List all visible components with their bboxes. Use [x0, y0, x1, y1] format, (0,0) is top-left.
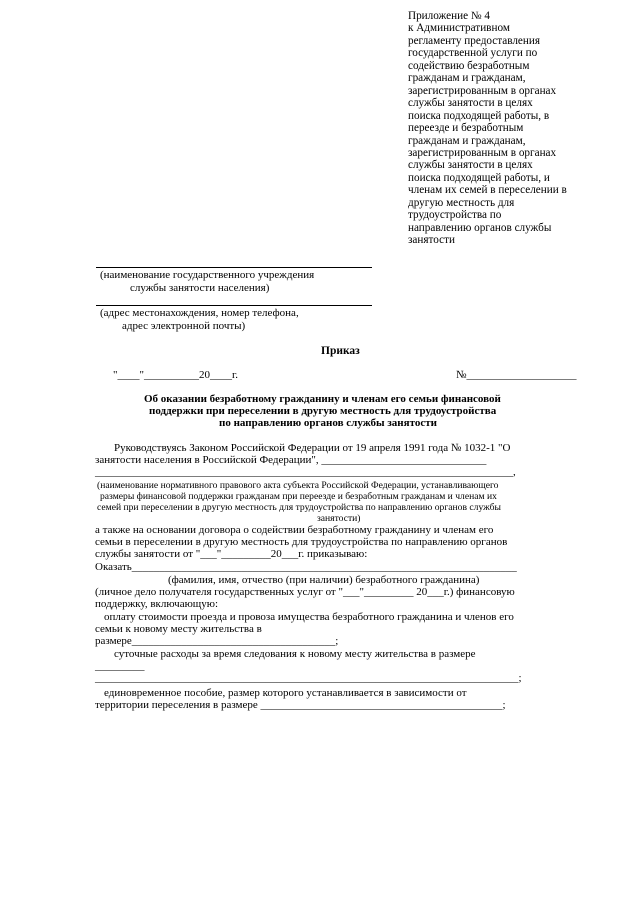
annex-line: государственной услуги по [408, 47, 538, 60]
annex-line: Приложение № 4 [408, 10, 490, 22]
body-text-line: суточные расходы за время следования к новому месту жительства в размере [114, 648, 476, 660]
institution-name-line [96, 267, 372, 268]
annex-line: гражданам и гражданам, [408, 134, 526, 147]
annex-line: содействию безработным [408, 59, 530, 72]
institution-caption: службы занятости населения) [130, 282, 270, 294]
order-subject-line: по направлению органов службы занятости [219, 417, 437, 429]
annex-line: регламенту предоставления [408, 34, 541, 47]
fio-caption: (фамилия, имя, отчество (при наличии) безработного гражданина) [168, 574, 480, 586]
annex-line: направлению органов службы [408, 221, 552, 234]
annex-line: к Административном [408, 22, 510, 35]
annex-line: переезде и безработным [408, 122, 524, 135]
institution-caption: (наименование государственного учреждения [100, 269, 315, 281]
annex-line: трудоустройства по [408, 209, 502, 222]
body-text-line: службы занятости от "___"_________20___г. приказываю: [95, 548, 368, 560]
legal-act-caption: занятости) [317, 513, 361, 524]
annex-line: гражданам и гражданам, [408, 72, 526, 85]
order-subject-line: Об оказании безработному гражданину и членам его семьи финансовой [144, 393, 501, 405]
annex-block [408, 10, 608, 247]
body-text-line: а также на основании договора о содействии безработному гражданину и членам его [95, 524, 494, 536]
address-caption: адрес электронной почты) [122, 320, 246, 332]
body-text-line: Руководствуясь Законом Российской Федерации от 19 апреля 1991 года № 1032-1 "О [114, 442, 511, 454]
order-subject-line: поддержки при переселении в другую местность для трудоустройства [149, 405, 497, 417]
body-text-line: ____________________________________________________________________________, [95, 466, 516, 478]
body-text-line: территории переселения в размере ____________________________________________; [95, 699, 506, 711]
page-title: Приказ [321, 345, 360, 357]
body-text-line: единовременное пособие, размер которого устанавливается в зависимости от [104, 687, 467, 699]
body-text-line: занятости населения в Российской Федерации", ______________________________ [95, 454, 487, 466]
body-text-line: поддержку, включающую: [95, 598, 219, 610]
annex-line: поиска подходящей работы, в [408, 109, 550, 122]
body-text-line: (личное дело получателя государственных услуг от "___"_________ 20___г.) финансовую [95, 586, 515, 598]
address-line [96, 305, 372, 306]
address-caption: (адрес местонахождения, номер телефона, [100, 307, 299, 319]
annex-line: службы занятости в целях [408, 159, 533, 172]
annex-line: членам их семей в переселении в [408, 184, 567, 197]
annex-line: службы занятости в целях [408, 97, 533, 110]
legal-act-caption: размеры финансовой поддержки гражданам при переезде и безработным гражданам и членам их [100, 491, 497, 502]
body-text-line: семьи к новому месту жительства в [95, 623, 262, 635]
body-text-line: _________ [95, 660, 145, 672]
body-text-line: размере_____________________________________; [95, 635, 339, 647]
annex-line: поиска подходящей работы, и [408, 171, 550, 184]
annex-line: занятости [408, 234, 455, 247]
annex-line: другую местность для [408, 196, 515, 209]
legal-act-caption: (наименование нормативного правового акта субъекта Российской Федерации, устанавливающего [97, 480, 499, 491]
body-text-line: семьи в переселении в другую местность для трудоустройства по направлению органов [95, 536, 508, 548]
order-date-field: "____"__________20____г. [113, 369, 239, 381]
order-number-field: №____________________ [456, 369, 577, 381]
annex-line: зарегистрированным в органах [408, 84, 557, 97]
legal-act-caption: семей при переселении в другую местность для трудоустройства по направлению органов службы [97, 502, 501, 513]
body-text-line: Оказать______________________________________________________________________ [95, 561, 517, 573]
body-text-line: _____________________________________________________________________________; [95, 672, 522, 684]
body-text-line: оплату стоимости проезда и провоза имущества безработного гражданина и членов его [104, 611, 514, 623]
annex-line: зарегистрированным в органах [408, 146, 557, 159]
